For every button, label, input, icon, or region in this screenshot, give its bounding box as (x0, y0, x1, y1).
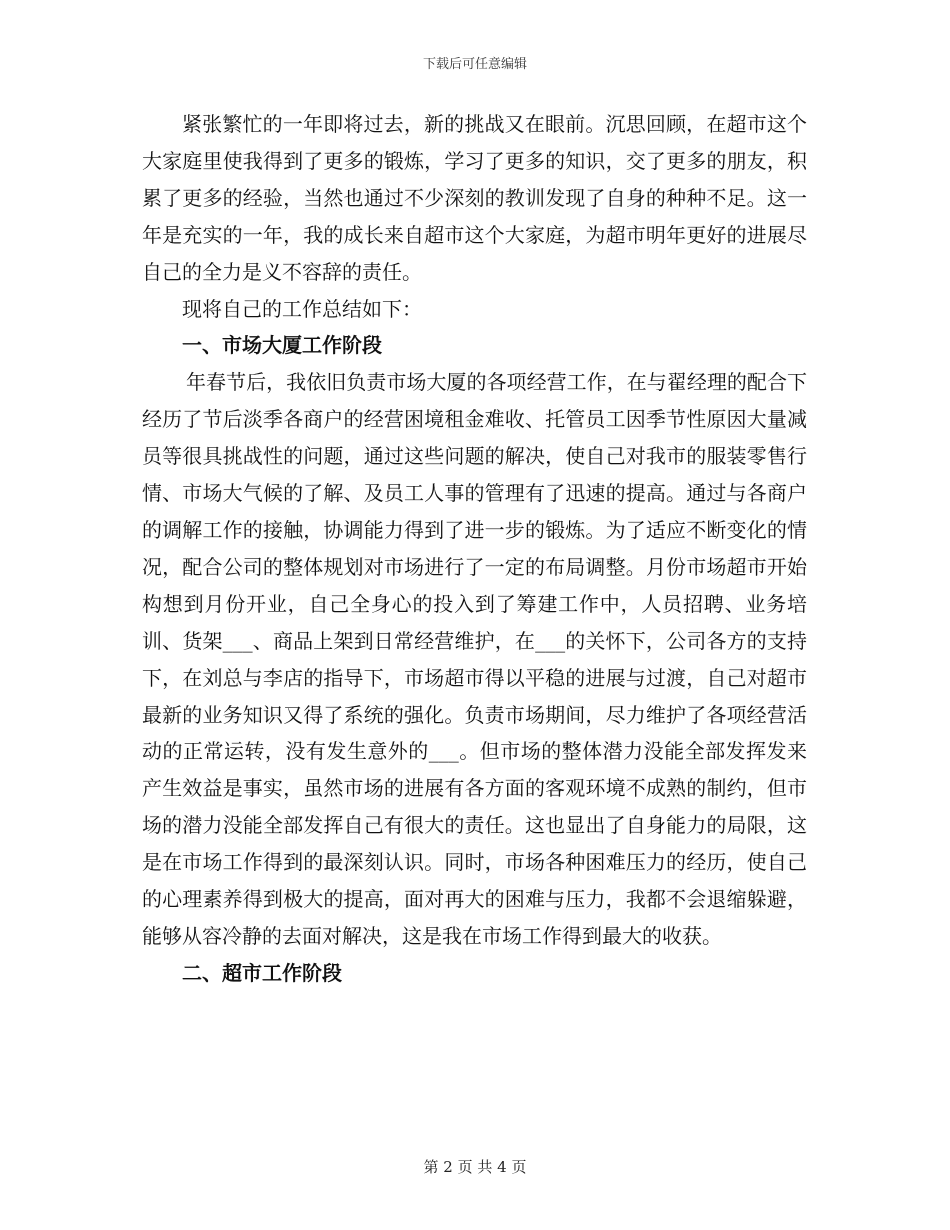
intro-paragraph: 紧张繁忙的一年即将过去，新的挑战又在眼前。沉思回顾，在超市这个大家庭里使我得到了更多的锻炼，学习了更多的知识，交了更多的朋友，积累了更多的经验，当然也通过不少深刻的教训发现了自身的种种不足。这一年是充实的一年，我的成长来自超市这个大家庭，为超市明年更好的进展尽自己的全力是义不容辞的责任。 (142, 112, 807, 284)
lead-paragraph: 现将自己的工作总结如下： (182, 296, 422, 321)
page-footer: 第 2 页 共 4 页 (423, 1158, 527, 1176)
page-header: 下载后可任意编辑 (422, 57, 527, 72)
document-body (142, 106, 807, 992)
section-heading-1: 一、市场大厦工作阶段 (182, 333, 382, 358)
section-1-paragraph: 年春节后，我依旧负责市场大厦的各项经营工作，在与翟经理的配合下经历了节后淡季各商户的经营困境租金难收、托管员工因季节性原因大量减员等很具挑战性的问题，通过这些问题的解决，使自己对我市的服装零售行情、市场大气候的了解、及员工人事的管理有了迅速的提高。通过与各商户的调解工作的接触，协调能力得到了进一步的锻炼。为了适应不断变化的情况，配合公司的整体规划对市场进行了一定的布局调整。月份市场超市开始构想到月份开业，自己全身心的投入到了筹建工作中，人员招聘、业务培训、货架___、商品上架到日常经营维护，在___的关怀下，公司各方的支持下，在刘总与李店的指导下，市场超市得以平稳的进展与过渡，自己对超市最新的业务知识又得了系统的强化。负责市场期间，尽力维护了各项经营活动的正常运转，没有发生意外的___。但市场的整体潜力没能全部发挥发来产生效益是事实，虽然市场的进展有各方面的客观环境不成熟的制约，但市场的潜力没能全部发挥自己有很大的责任。这也显出了自身能力的局限，这是在市场工作得到的最深刻认识。同时，市场各种困难压力的经历，使自己的心理素养得到极大的提高，面对再大的困难与压力，我都不会退缩躲避，能够从容冷静的去面对解决，这是我在市场工作得到最大的收获。 (142, 370, 807, 948)
section-heading-2: 二、超市工作阶段 (182, 960, 342, 985)
